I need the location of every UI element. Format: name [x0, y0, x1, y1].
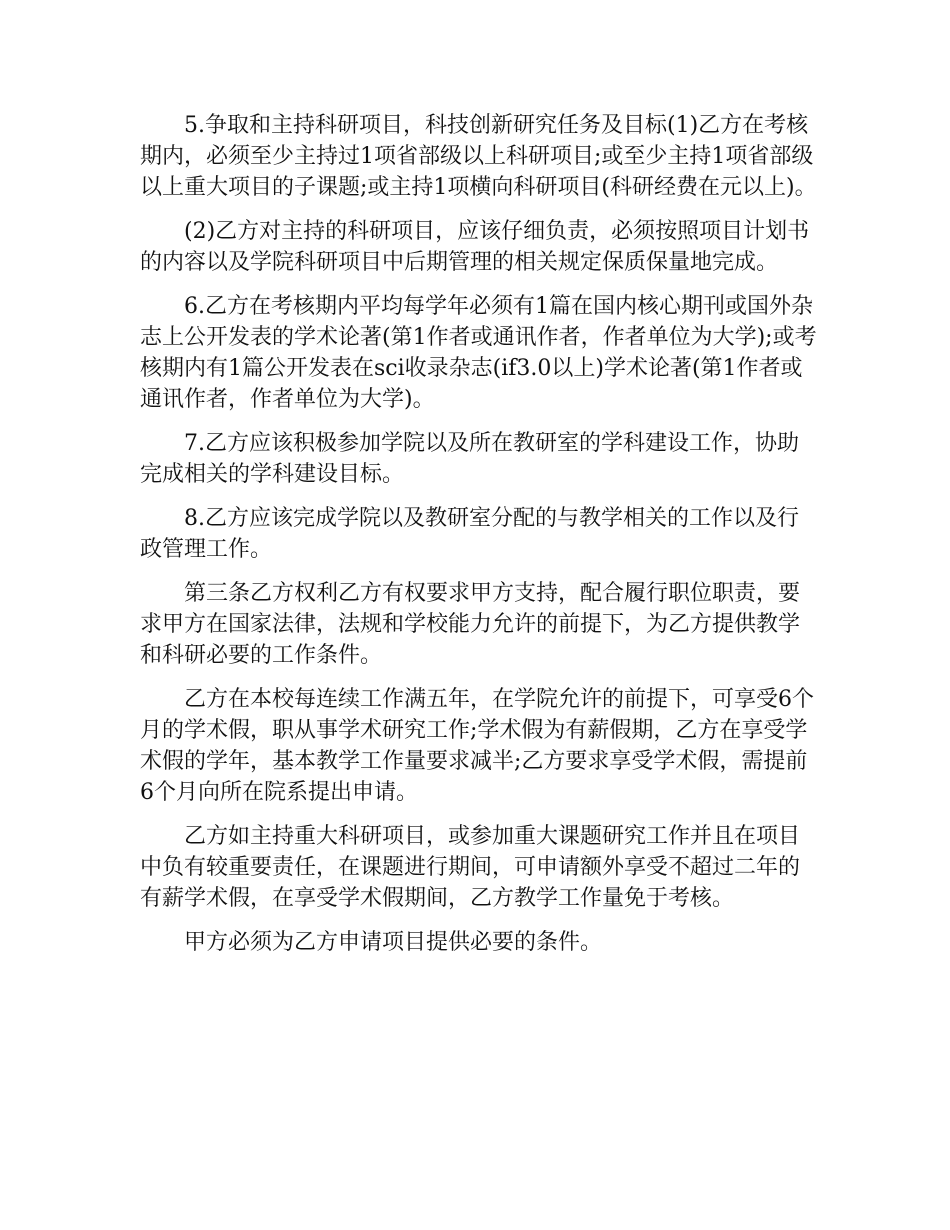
paragraph-major-project-leave: 乙方如主持重大科研项目，或参加重大课题研究工作并且在项目中负有较重要责任，在课题进行期间，可申请额外享受不超过二年的有薪学术假，在享受学术假期间，乙方教学工作量免于考核。 [140, 824, 801, 911]
paragraph-article-three-rights: 第三条乙方权利乙方有权要求甲方支持，配合履行职位职责，要求甲方在国家法律，法规和学校能力允许的前提下，为乙方提供教学和科研必要的工作条件。 [140, 581, 801, 668]
paragraph-discipline-building: 7.乙方应该积极参加学院以及所在教研室的学科建设工作，协助完成相关的学科建设目标。 [140, 431, 799, 487]
paragraph-sabbatical: 乙方在本校每连续工作满五年，在学院允许的前提下，可享受6个月的学术假，职从事学术研究工作;学术假为有薪假期，乙方在享受学术假的学年，基本教学工作量要求减半;乙方要求享受学术假，需提前6个月向所在院系提出申请。 [140, 687, 814, 805]
document-page [140, 110, 820, 971]
paragraph-publications: 6.乙方在考核期内平均每学年必须有1篇在国内核心期刊或国外杂志上公开发表的学术论著(第1作者或通讯作者，作者单位为大学);或考核期内有1篇公开发表在sci收录杂志(if3.0以上)学术论著(第1作者或通讯作者，作者单位为大学)。 [140, 294, 817, 412]
paragraph-assigned-work: 8.乙方应该完成学院以及教研室分配的与教学相关的工作以及行政管理工作。 [140, 506, 799, 562]
paragraph-project-responsibility: (2)乙方对主持的科研项目，应该仔细负责，必须按照项目计划书的内容以及学院科研项目中后期管理的相关规定保质保量地完成。 [140, 219, 810, 275]
paragraph-party-a-obligation: 甲方必须为乙方申请项目提供必要的条件。 [184, 930, 603, 955]
paragraph-research-projects: 5.争取和主持科研项目，科技创新研究任务及目标(1)乙方在考核期内，必须至少主持过1项省部级以上科研项目;或至少主持1项省部级以上重大项目的子课题;或主持1项横向科研项目(科研经费在元以上)。 [140, 113, 817, 200]
